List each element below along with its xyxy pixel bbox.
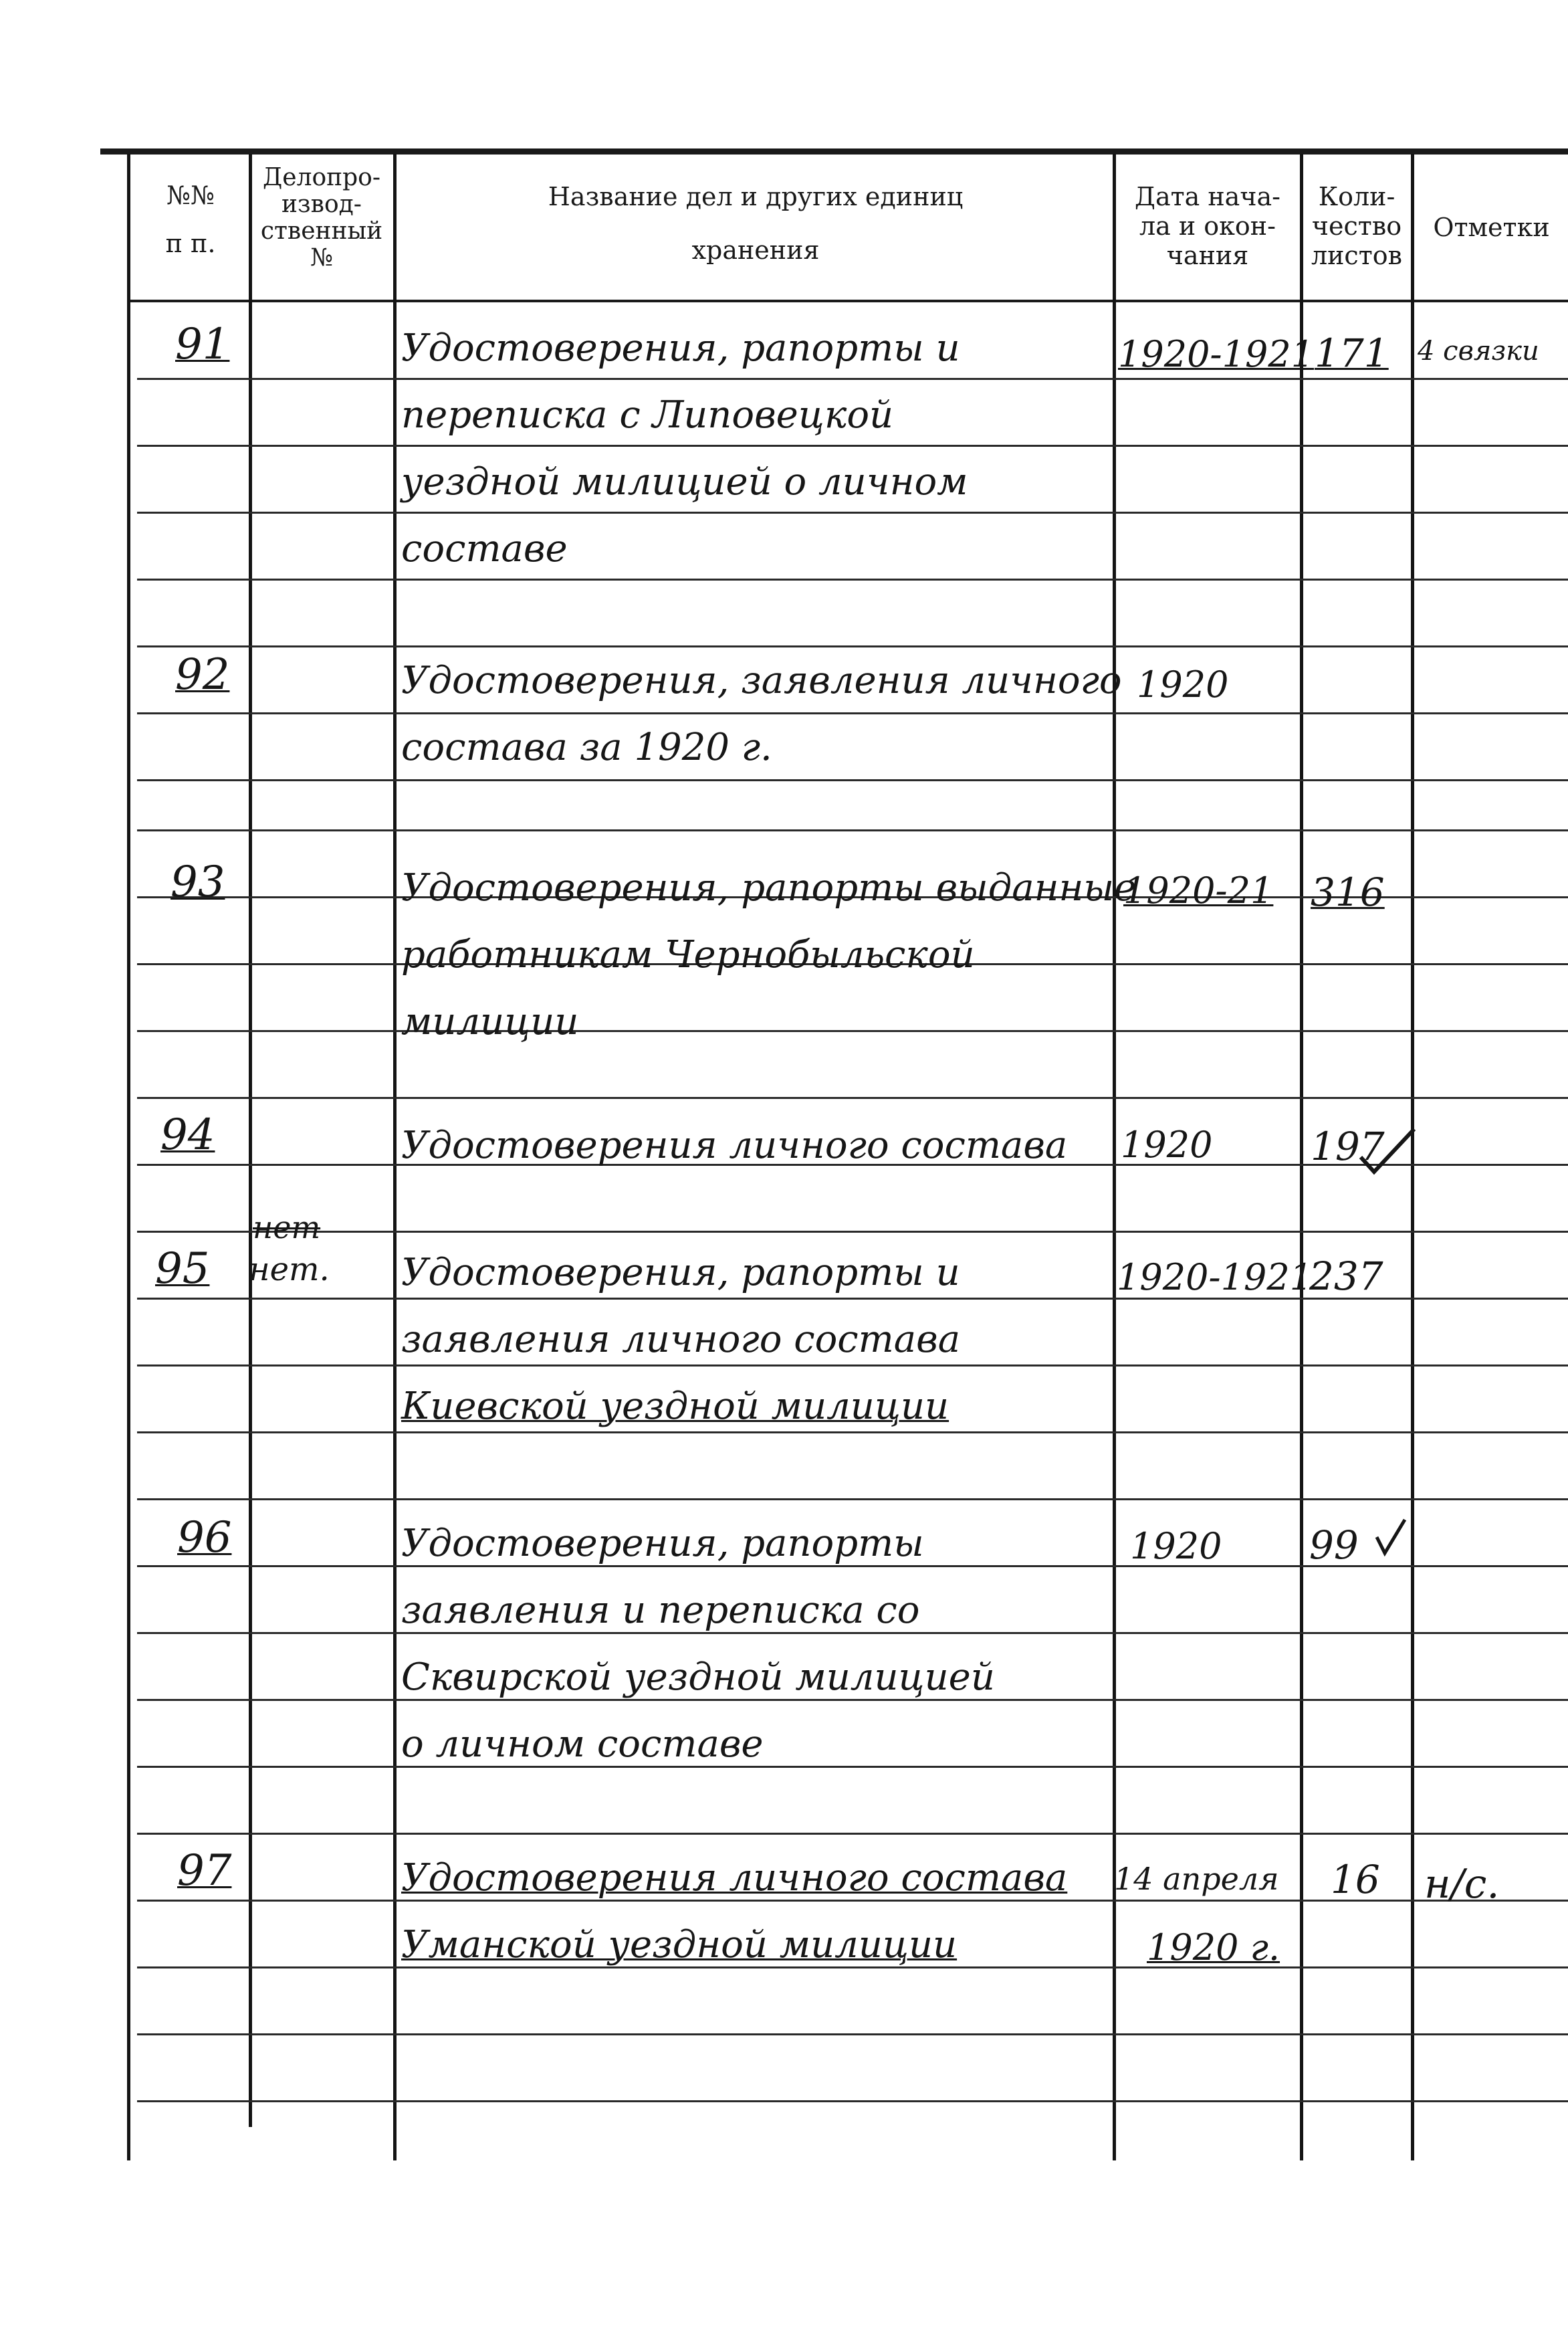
header-col-office-line4: № bbox=[310, 244, 334, 272]
header-col-count-line2: чество bbox=[1311, 211, 1402, 241]
header-col-count bbox=[1304, 182, 1410, 270]
sheet-count: 237 bbox=[1309, 1253, 1383, 1299]
title-line: состава за 1920 г. bbox=[401, 726, 772, 769]
date-start: 14 апреля bbox=[1114, 1861, 1279, 1897]
title-line: заявления и переписка со bbox=[401, 1589, 920, 1632]
title-line: Удостоверения, рапорты и bbox=[401, 1251, 960, 1294]
title-line: работникам Чернобыльской bbox=[401, 933, 975, 977]
header-col-notes-label: Отметки bbox=[1433, 213, 1550, 242]
date-range: 1920-1921 bbox=[1117, 1256, 1313, 1298]
title-line: Удостоверения, рапорты bbox=[401, 1522, 924, 1565]
check-mark-icon bbox=[1374, 1517, 1408, 1557]
row-number: 96 bbox=[177, 1513, 232, 1562]
sheet-count: 16 bbox=[1331, 1857, 1380, 1902]
title-line: составе bbox=[401, 527, 568, 571]
date-range: 1920 bbox=[1121, 1124, 1213, 1166]
header-col-no-line2: п п. bbox=[165, 229, 216, 258]
header-col-count-line3: листов bbox=[1311, 241, 1403, 270]
row-number: 94 bbox=[160, 1110, 215, 1160]
title-line: Сквирской уездной милицией bbox=[401, 1655, 995, 1699]
row-number: 95 bbox=[155, 1244, 210, 1294]
header-col-dates bbox=[1117, 182, 1299, 270]
col-line-4 bbox=[1300, 154, 1303, 2160]
header-col-title-line2: хранения bbox=[691, 235, 820, 265]
header-col-office-line2: извод- bbox=[282, 191, 362, 218]
notes-mark: н/с. bbox=[1424, 1861, 1500, 1908]
sheet-count: 316 bbox=[1311, 870, 1385, 915]
sheet-count: 99 bbox=[1309, 1522, 1359, 1568]
date-range: 1920 bbox=[1137, 664, 1229, 706]
top-rule bbox=[100, 148, 1568, 155]
title-line: Удостоверения, рапорты и bbox=[401, 326, 960, 370]
title-line: Удостоверения личного состава bbox=[401, 1124, 1068, 1167]
header-col-title-line1: Название дел и других единиц bbox=[548, 182, 964, 211]
title-line: милиции bbox=[401, 1000, 579, 1043]
title-line: о личном составе bbox=[401, 1722, 764, 1766]
header-col-count-line1: Коли- bbox=[1318, 182, 1395, 211]
header-col-dates-line3: чания bbox=[1166, 241, 1249, 270]
date-range: 1920-1921 bbox=[1118, 333, 1315, 375]
header-col-office-line3: ственный bbox=[260, 217, 383, 245]
notes-mark: 4 связки bbox=[1418, 336, 1539, 367]
header-col-dates-line1: Дата нача- bbox=[1135, 182, 1280, 211]
sheet-count: 171 bbox=[1315, 330, 1389, 376]
title-line: Киевской уездной милиции bbox=[401, 1385, 949, 1428]
col-line-3 bbox=[1113, 154, 1116, 2160]
header-col-no-line1: №№ bbox=[166, 181, 215, 210]
date-year: 1920 г. bbox=[1147, 1926, 1280, 1968]
row-number: 92 bbox=[175, 650, 230, 700]
title-line: Удостоверения, рапорты выданные bbox=[401, 866, 1137, 910]
header-col-title bbox=[401, 182, 1110, 265]
office-number-corrected: нет. bbox=[249, 1251, 330, 1288]
date-range: 1920 bbox=[1130, 1525, 1222, 1567]
title-line: уездной милицией о личном bbox=[401, 460, 968, 504]
col-line-1 bbox=[249, 154, 252, 2127]
row-number: 97 bbox=[177, 1846, 232, 1896]
header-col-no bbox=[134, 181, 247, 258]
row-number: 93 bbox=[171, 857, 225, 907]
row-number: 91 bbox=[175, 320, 230, 369]
title-line: заявления личного состава bbox=[401, 1318, 961, 1361]
title-line: переписка с Липовецкой bbox=[401, 393, 894, 437]
date-range: 1920-21 bbox=[1123, 870, 1274, 912]
header-col-dates-line2: ла и окон- bbox=[1139, 211, 1276, 241]
header-col-office-line1: Делопро- bbox=[263, 164, 380, 191]
title-line: Удостоверения, заявления личного bbox=[401, 659, 1122, 702]
col-line-2 bbox=[393, 154, 397, 2160]
header-bottom-rule bbox=[127, 300, 1568, 302]
header-col-office bbox=[251, 165, 392, 272]
sheet-count: 197 bbox=[1311, 1124, 1385, 1169]
col-line-left bbox=[127, 154, 130, 2160]
check-mark-icon bbox=[1357, 1124, 1418, 1177]
header-col-notes bbox=[1415, 213, 1568, 242]
title-line: Уманской уездной милиции bbox=[401, 1923, 958, 1966]
title-line: Удостоверения личного состава bbox=[401, 1856, 1068, 1900]
office-number: нет bbox=[253, 1209, 321, 1245]
